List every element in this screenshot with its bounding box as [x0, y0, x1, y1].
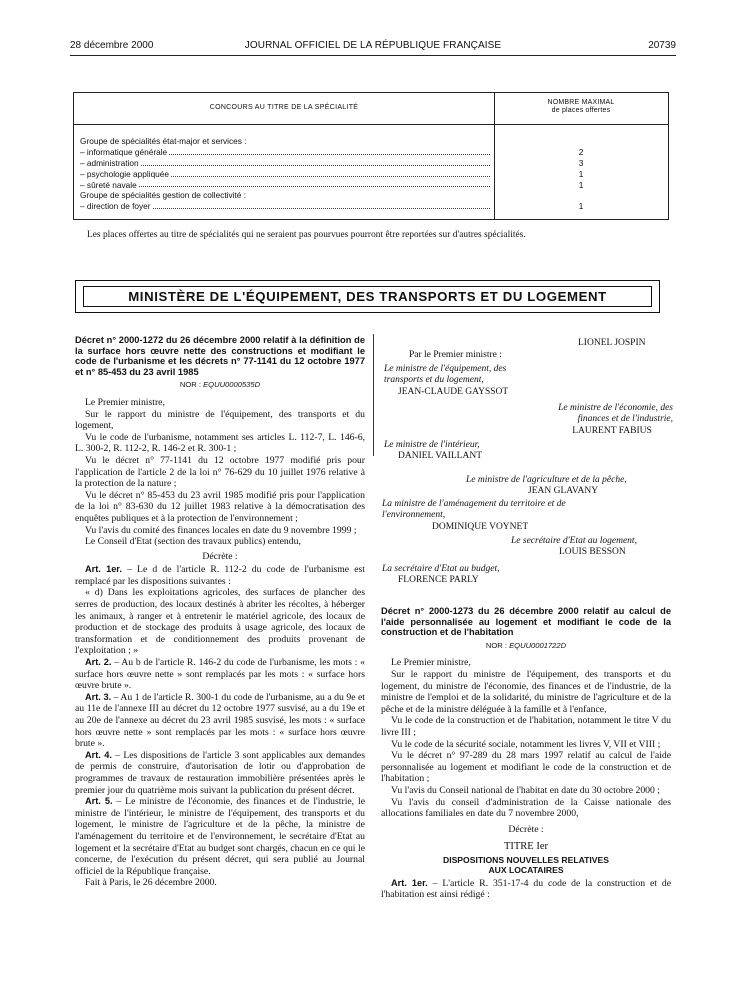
- table-row: [80, 190, 490, 201]
- paragraph: Vu l'avis du conseil d'administration de la Caisse nationale des allocations familiales en date du 7 novembre 2000,: [381, 796, 671, 820]
- signature-block-equipement: [384, 364, 524, 398]
- signature-name: DOMINIQUE VOYNET: [432, 521, 529, 532]
- article-5: [75, 796, 365, 877]
- signature-name: LOUIS BESSON: [559, 547, 626, 558]
- table-row: [80, 136, 490, 147]
- article-1: [75, 564, 365, 587]
- signature-block-logement: [511, 536, 637, 559]
- paragraph: Le Conseil d'Etat (section des travaux publics) entendu,: [85, 536, 301, 548]
- signature-block-amenagement: [382, 499, 582, 533]
- table-header-concours: CONCOURS AU TITRE DE LA SPÉCIALITÉ: [209, 104, 359, 111]
- table-header-places-line1: NOMBRE MAXIMAL: [547, 99, 615, 106]
- signature-name: JEAN GLAVANY: [528, 486, 599, 497]
- table-row-value: [494, 190, 668, 201]
- signature-role: La secrétaire d'Etat au budget,: [382, 564, 500, 574]
- table-row-value: [494, 136, 668, 147]
- signature-role: Le ministre de l'agriculture et de la pêche,: [466, 475, 627, 485]
- table-row-value: 3: [578, 157, 584, 168]
- article-2: [75, 657, 365, 692]
- table-header-places: [494, 99, 668, 115]
- article-text: – Le d de l'article R. 112-2 du code de l'urbanisme est remplacé par les dispositions suivantes :: [75, 564, 366, 587]
- paragraph: Vu le décret n° 97-289 du 28 mars 1997 relatif au calcul de l'aide personnalisée au logement et modifiant le code de la construction et de l'habitation ;: [381, 750, 671, 785]
- decree-2-nor: [381, 640, 671, 652]
- article-label: Art. 5.: [85, 796, 113, 807]
- article-label: Art. 1er.: [391, 877, 428, 888]
- journal-title: JOURNAL OFFICIEL DE LA RÉPUBLIQUE FRANÇAISE: [244, 40, 502, 51]
- table-row-label: Groupe de spécialités état-major et services :: [80, 136, 247, 146]
- table-row-value: 2: [578, 146, 584, 157]
- article-text: – Au b de l'article R. 146-2 du code de l'urbanisme, les mots : « surface hors œuvre nette » sont remplacés par les mots : « surface hors œuvre brute ».: [75, 657, 365, 692]
- table-row-value: 1: [578, 168, 584, 179]
- signature-name: LAURENT FABIUS: [572, 425, 652, 436]
- decrete-line: Décrète :: [202, 550, 238, 562]
- signature-role: La ministre de l'aménagement du territoire et de l'environnement,: [382, 499, 566, 521]
- article-1-quote: « d) Dans les exploitations agricoles, des surfaces de plancher des serres de production, des locaux destinés à abriter les récoltes, à héberger les animaux, à ranger et à entretenir le matériel agricole, des locaux de production et de stockage des produits à usage agricole, des locaux de transformation et de conditionnement des produits provenant de l'exploitation ; »: [75, 587, 365, 657]
- table-row-label: – administration: [80, 157, 139, 168]
- nor-label: NOR :: [179, 380, 201, 390]
- signature-role: Par le Premier ministre :: [409, 350, 502, 360]
- signature-name: FLORENCE PARLY: [398, 575, 479, 586]
- table-row: [80, 147, 490, 158]
- signature-name: JEAN-CLAUDE GAYSSOT: [398, 386, 509, 397]
- paragraph: Sur le rapport du ministre de l'équipement, des transports et du logement, du ministre de l'économie, des finances et de l'industrie, de la ministre de l'emploi et de la solidarité, du ministre de l'agriculture et de la pêche et de la ministre déléguée à la famille et à l'enfance,: [381, 668, 671, 715]
- nor-code: EQUU0001722D: [509, 640, 567, 650]
- paragraph: Le Premier ministre,: [85, 396, 165, 408]
- article-4: [75, 750, 365, 796]
- paragraph: Sur le rapport du ministre de l'équipement, des transports et du logement,: [75, 408, 365, 432]
- nor-label: NOR :: [485, 640, 507, 650]
- signature-name: LIONEL JOSPIN: [578, 338, 646, 348]
- decree-2-title: Décret n° 2000-1273 du 26 décembre 2000 relatif au calcul de l'aide personnalisée au logement et modifiant le code de la construction et de l'habitation: [381, 606, 671, 638]
- decree-2: [381, 606, 671, 901]
- article-text: – Au 1 de l'article R. 300-1 du code de l'urbanisme, au a du 9e et au 11e de l'annexe III au décret du 12 octobre 1977 susvisé, au a du 19e et au 20e de l'annexe au décret du 23 avril 1985 susvisé, les mots : « surface hors œuvre nette » sont remplacés par les mots : « surface hors œuvre brute ».: [75, 691, 365, 750]
- article-1: [381, 878, 671, 901]
- table-row: [80, 180, 490, 191]
- table-header-divider: [74, 124, 668, 125]
- paragraph: Le Premier ministre,: [391, 657, 471, 669]
- table-row-label: – sûreté navale: [80, 179, 137, 190]
- done-at-line: Fait à Paris, le 26 décembre 2000.: [85, 877, 217, 889]
- signature-role: Le secrétaire d'Etat au logement,: [511, 536, 637, 546]
- table-row: [80, 158, 490, 169]
- paragraph: Vu le décret n° 85-453 du 23 avril 1985 modifié pris pour l'application de la loi n° 83-630 du 12 juillet 1983 relative à la démocratisation des enquêtes publiques et à la protection de l'environnement ;: [75, 489, 365, 524]
- table-values: [494, 136, 668, 212]
- table-row-label: Groupe de spécialités gestion de collectivité :: [80, 190, 247, 201]
- table-header-places-line2: de places offertes: [551, 107, 611, 114]
- header-date: 28 décembre 2000: [70, 40, 154, 51]
- signature-block-economie: [531, 403, 673, 437]
- titre-subheading-1: DISPOSITIONS NOUVELLES RELATIVES: [442, 854, 609, 865]
- decree-1: [75, 335, 365, 889]
- table-row-value: 1: [578, 201, 584, 212]
- ministry-title: MINISTÈRE DE L'ÉQUIPEMENT, DES TRANSPORTS ET DU LOGEMENT: [83, 286, 652, 307]
- paragraph: Vu le code de la construction et de l'habitation, notamment le titre V du livre III ;: [381, 715, 671, 738]
- article-text: – Le ministre de l'économie, des finances et de l'industrie, le ministre de l'intérieur, le ministre de l'équipement, des transports et du logement, le ministre de l'agriculture et de la pêche, la ministre de l'aménagement du territoire et de l'environnement, le secrétaire d'Etat au logement et la secrétaire d'Etat au budget sont chargés, chacun en ce qui le concerne, de l'exécution du présent décret, qui sera publié au Journal officiel de la République française.: [75, 796, 366, 877]
- decree-1-title: Décret n° 2000-1272 du 26 décembre 2000 relatif à la définition de la surface hors œuvre nette des constructions et modifiant le code de l'urbanisme et les décrets n° 77-1141 du 12 octobre 1977 et n° 85-453 du 23 avril 1985: [75, 335, 365, 377]
- article-3: [75, 692, 365, 750]
- table-row-value: 1: [578, 179, 584, 190]
- titre-heading: TITRE Ier: [503, 841, 549, 853]
- paragraph: Vu l'avis du Conseil national de l'habitat en date du 30 octobre 2000 ;: [391, 784, 660, 796]
- page-number: 20739: [648, 40, 676, 51]
- signature-role: Le ministre de l'équipement, des transports et du logement,: [384, 364, 507, 386]
- column-divider: [373, 334, 374, 456]
- table-row-label: – informatique générale: [80, 146, 168, 157]
- paragraph: Vu le code de la sécurité sociale, notamment les livres V, VII et VIII ;: [391, 738, 661, 750]
- paragraph: Vu l'avis du comité des finances locales en date du 9 novembre 1999 ;: [85, 524, 357, 536]
- decree-1-nor: [75, 379, 365, 391]
- signature-block-budget: [382, 564, 500, 587]
- article-label: Art. 1er.: [85, 564, 122, 575]
- places-table: [73, 92, 669, 220]
- signature-block-interieur: [384, 440, 482, 463]
- decrete-line: Décrète :: [508, 823, 544, 835]
- signature-role: Le ministre de l'économie, des finances et de l'industrie,: [558, 403, 673, 425]
- article-label: Art. 3.: [85, 691, 112, 702]
- nor-code: EQUU0000535D: [203, 380, 261, 390]
- table-row-label: – psychologie appliquée: [80, 168, 170, 179]
- table-row: [80, 201, 490, 212]
- paragraph: Vu le décret n° 77-1141 du 12 octobre 1977 modifié pris pour l'application de l'article 2 de la loi n° 76-629 du 10 juillet 1976 relative à la protection de la nature ;: [75, 454, 365, 490]
- header-divider: [70, 55, 676, 56]
- signature-role: Le ministre de l'intérieur,: [384, 440, 480, 450]
- table-note: Les places offertes au titre de spécialités qui ne seraient pas pourvues pourront être reportées sur d'autres spécialités.: [87, 230, 526, 240]
- article-text: – Les dispositions de l'article 3 sont applicables aux demandes de permis de construire, d'autorisation de lotir ou d'approbation de programmes de travaux de restauration immobilière présentées après le premier jour du quatrième mois suivant la publication du présent décret.: [75, 749, 365, 796]
- signature-name: DANIEL VAILLANT: [398, 451, 482, 462]
- table-labels: [80, 136, 490, 212]
- article-text: – L'article R. 351-17-4 du code de la construction et de l'habitation est ainsi rédigé :: [381, 877, 671, 901]
- table-row: [80, 169, 490, 180]
- page-header: [70, 40, 676, 54]
- signature-block-agriculture: [466, 475, 627, 498]
- article-label: Art. 2.: [85, 657, 112, 668]
- ministry-banner: [75, 280, 660, 313]
- table-row-label: – direction de foyer: [80, 201, 151, 212]
- article-label: Art. 4.: [85, 749, 112, 760]
- paragraph: Vu le code de l'urbanisme, notamment ses articles L. 112-7, L. 146-6, L. 300-2, R. 112-2, R. 146-2 et R. 300-1 ;: [75, 431, 365, 455]
- titre-subheading-2: AUX LOCATAIRES: [488, 865, 564, 876]
